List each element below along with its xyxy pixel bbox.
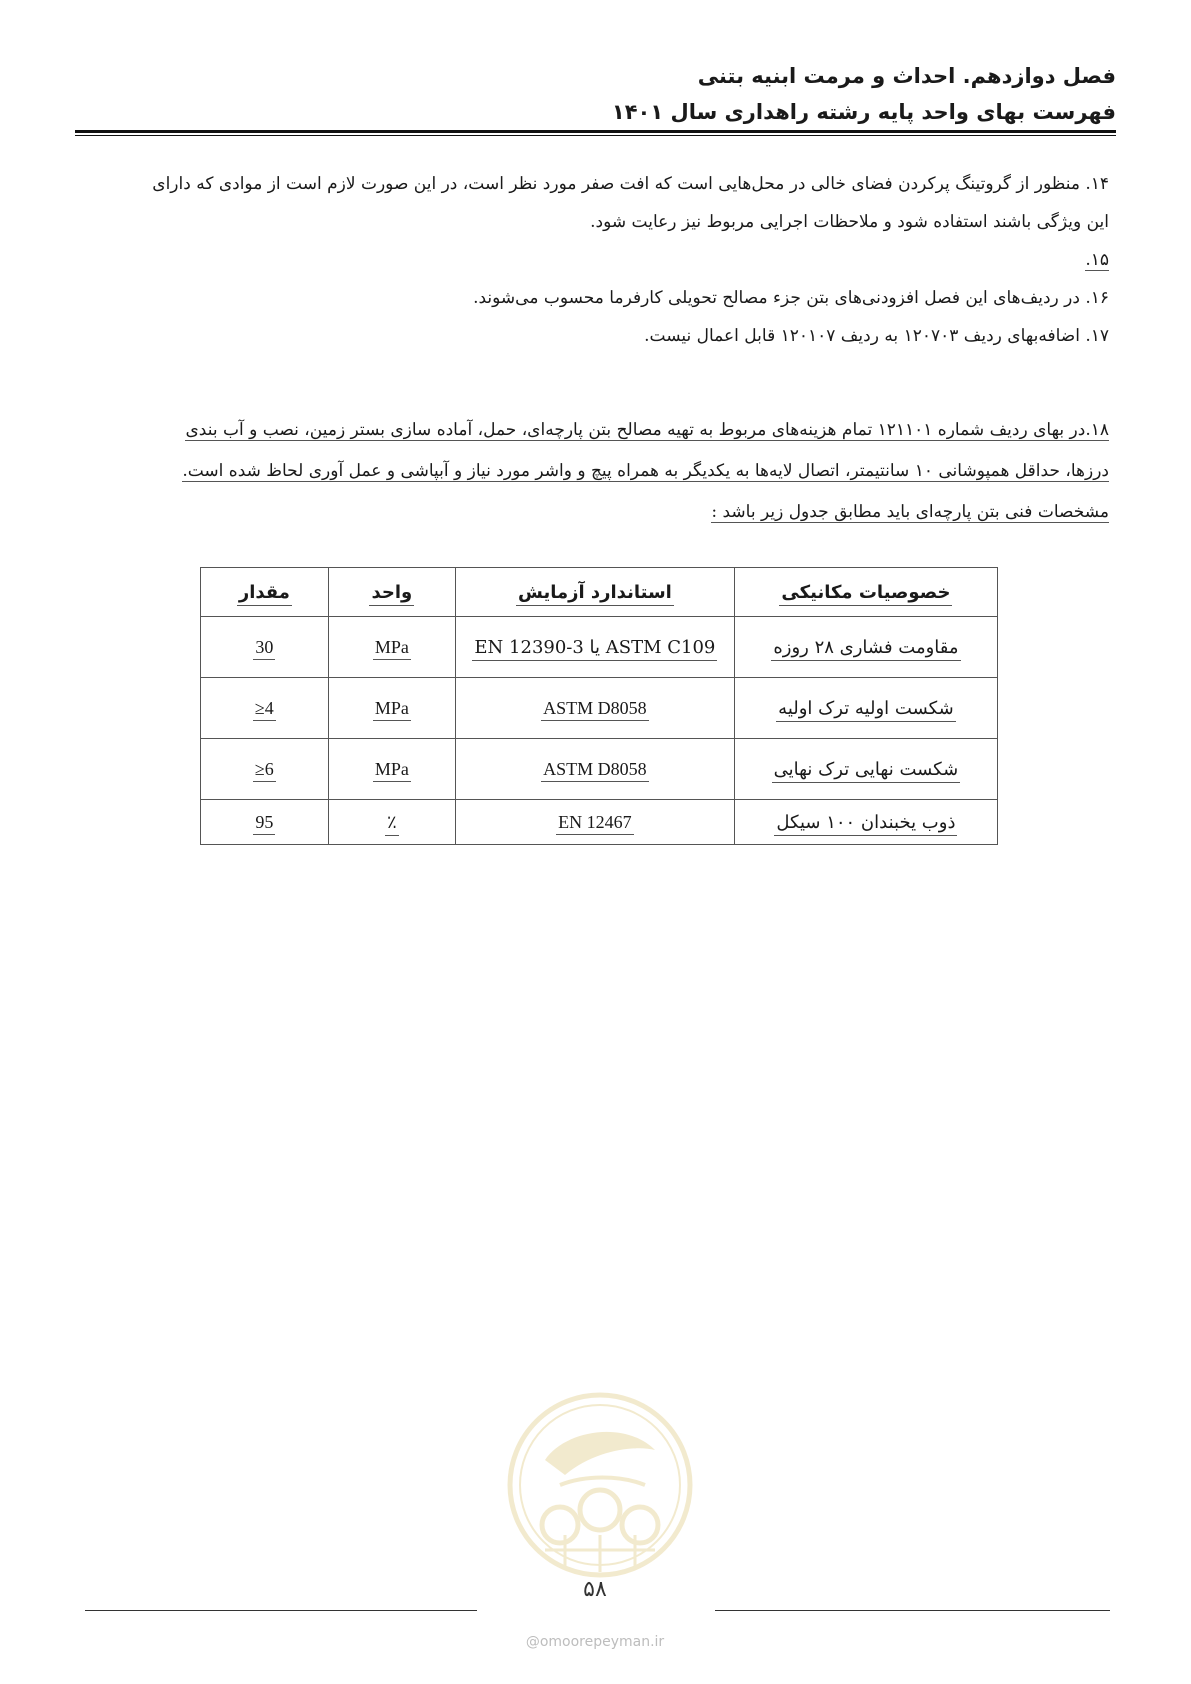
cell-standard	[455, 678, 734, 739]
property-text: ذوب یخبندان ۱۰۰ سیکل	[774, 812, 957, 836]
cell-property	[734, 617, 997, 678]
specifications-table	[200, 567, 998, 845]
header-value	[201, 568, 329, 617]
header-property-label: خصوصیات مکانیکی	[779, 582, 952, 606]
cell-unit	[328, 739, 455, 800]
header-rule-thin	[75, 135, 1116, 136]
page-number: ۵۸	[583, 1577, 607, 1602]
note-14-line-2: این ویژگی باشند استفاده شود و ملاحظات اجرایی مربوط نیز رعایت شود.	[590, 212, 1109, 232]
value-text: ≥4	[253, 698, 276, 721]
note-16: ۱۶. در ردیف‌های این فصل افزودنی‌های بتن جزء مصالح تحویلی کارفرما محسوب می‌شوند.	[473, 288, 1109, 308]
note-18-line-2-text: درزها، حداقل همپوشانی ۱۰ سانتیمتر، اتصال لایه‌ها به یکدیگر به همراه پیچ و واشر مورد نیاز و آبپاشی و عمل آوری لحاظ شده است.	[182, 461, 1109, 481]
cell-unit	[328, 617, 455, 678]
cell-unit	[328, 678, 455, 739]
cell-value	[201, 739, 329, 800]
table-row	[201, 678, 998, 739]
unit-text: ٪	[385, 812, 399, 836]
note-17: ۱۷. اضافه‌بهای ردیف ۱۲۰۷۰۳ به ردیف ۱۲۰۱۰۷ قابل اعمال نیست.	[644, 326, 1109, 346]
publisher-seal-icon	[505, 1390, 695, 1580]
note-18-line-1-text: ۱۸.در بهای ردیف شماره ۱۲۱۱۰۱ تمام هزینه‌های مربوط به تهیه مصالح بتن پارچه‌ای، حمل، آماده سازی بستر زمین، نصب و آب بندی	[185, 420, 1109, 440]
note-18-block	[79, 410, 1109, 533]
cell-standard	[455, 617, 734, 678]
note-15-label: ۱۵.	[1085, 250, 1109, 270]
property-text: مقاومت فشاری ۲۸ روزه	[771, 637, 960, 661]
note-18-line-3-text: مشخصات فنی بتن پارچه‌ای باید مطابق جدول زیر باشد :	[711, 502, 1109, 522]
property-text: شکست اولیه ترک اولیه	[776, 698, 956, 722]
standard-text: ASTM C109 یا EN 12390-3	[472, 637, 717, 661]
cell-value	[201, 678, 329, 739]
header-rule-thick	[75, 130, 1116, 133]
page-header	[76, 58, 1116, 130]
header-unit-label: واحد	[369, 582, 414, 606]
unit-text: MPa	[373, 759, 411, 782]
table-row	[201, 739, 998, 800]
value-text: ≥6	[253, 759, 276, 782]
chapter-title: فصل دوازدهم. احداث و مرمت ابنیه بتنی	[697, 64, 1116, 88]
cell-unit	[328, 800, 455, 845]
note-18-line-2	[79, 451, 1109, 492]
watermark-url: @omoorepeyman.ir	[525, 1634, 665, 1650]
table-header-row	[201, 568, 998, 617]
note-15	[79, 241, 1109, 279]
footer-rule-right	[715, 1610, 1110, 1611]
header-standard-label: استاندارد آزمایش	[516, 582, 674, 606]
property-text: شکست نهایی ترک نهایی	[772, 759, 961, 783]
header-unit	[328, 568, 455, 617]
cell-property	[734, 800, 997, 845]
note-18-line-1	[79, 410, 1109, 451]
cell-property	[734, 739, 997, 800]
standard-text: EN 12467	[556, 812, 634, 835]
unit-text: MPa	[373, 698, 411, 721]
cell-standard	[455, 800, 734, 845]
cell-property	[734, 678, 997, 739]
price-list-subtitle: فهرست بهای واحد پایه رشته راهداری سال ۱۴۰۱	[611, 100, 1116, 124]
value-text: 95	[253, 812, 275, 835]
note-14-line-1: ۱۴. منظور از گروتینگ پرکردن فضای خالی در محل‌هایی است که افت صفر مورد نظر است، در این صورت لازم است از موادی که دارای	[152, 174, 1109, 194]
notes-block	[79, 165, 1109, 355]
table-row	[201, 800, 998, 845]
value-text: 30	[253, 637, 275, 660]
unit-text: MPa	[373, 637, 411, 660]
cell-value	[201, 617, 329, 678]
standard-text: ASTM D8058	[541, 759, 649, 782]
cell-value	[201, 800, 329, 845]
header-value-label: مقدار	[237, 582, 292, 606]
footer-rule-left	[85, 1610, 477, 1611]
cell-standard	[455, 739, 734, 800]
header-property	[734, 568, 997, 617]
header-standard	[455, 568, 734, 617]
table-row	[201, 617, 998, 678]
note-18-line-3	[79, 492, 1109, 533]
standard-text: ASTM D8058	[541, 698, 649, 721]
